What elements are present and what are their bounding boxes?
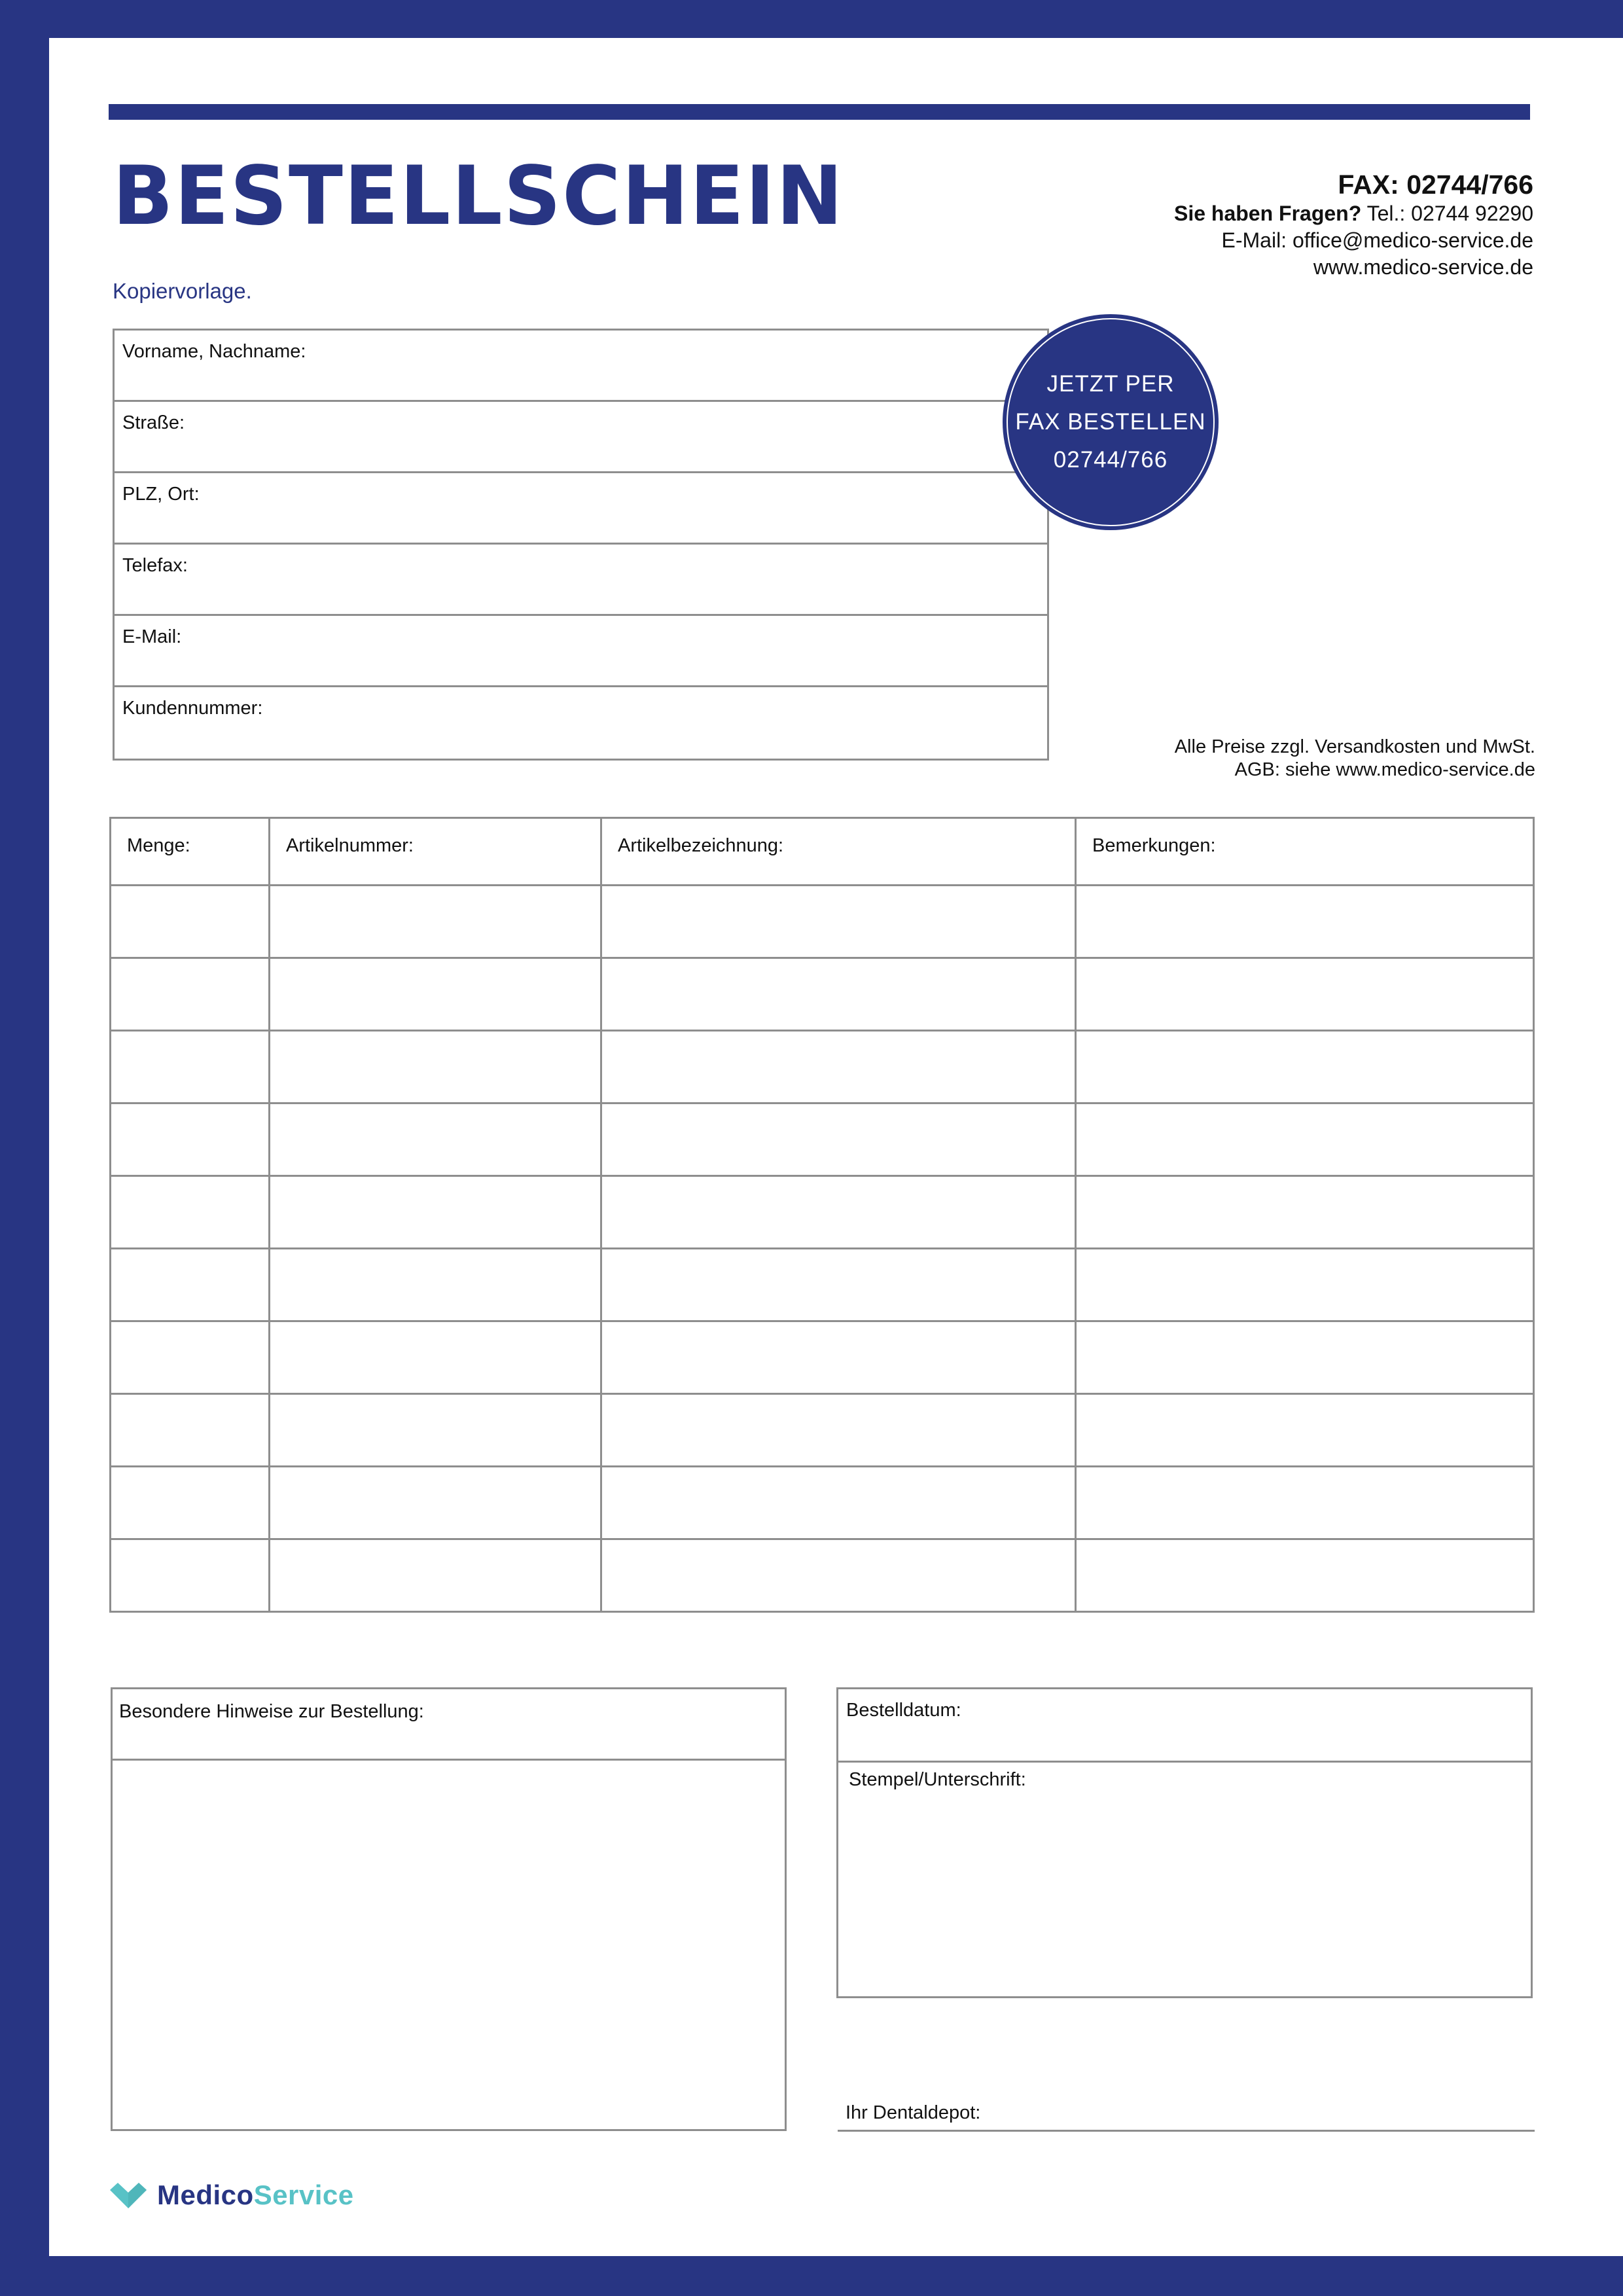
column-header-remarks [1076, 818, 1534, 886]
contact-phone-line [1174, 200, 1533, 227]
column-header-article-name [601, 818, 1076, 886]
cell-remarks[interactable] [1076, 1467, 1534, 1539]
header-rule [109, 104, 1530, 120]
order-table-header [111, 818, 1534, 886]
signature-label: Stempel/Unterschrift: [849, 1769, 1026, 1790]
table-row [111, 1539, 1534, 1612]
cell-remarks[interactable] [1076, 1249, 1534, 1321]
cell-remarks[interactable] [1076, 1103, 1534, 1176]
column-label: Artikelnummer: [286, 835, 414, 856]
fax-order-badge [1003, 314, 1219, 530]
cell-quantity[interactable] [111, 1176, 270, 1249]
cell-article-number[interactable] [270, 1321, 601, 1394]
cell-quantity[interactable] [111, 886, 270, 958]
cell-article-name[interactable] [601, 1539, 1076, 1612]
field-label: Vorname, Nachname: [122, 341, 306, 362]
column-label: Menge: [127, 835, 190, 856]
cell-article-number[interactable] [270, 958, 601, 1031]
table-row [111, 958, 1534, 1031]
badge-line-2: FAX BESTELLEN [1015, 409, 1206, 435]
price-note-line-1: Alle Preise zzgl. Versandkosten und MwSt. [1174, 736, 1535, 757]
cell-remarks[interactable] [1076, 1394, 1534, 1467]
cell-quantity[interactable] [111, 1031, 270, 1103]
order-date-label: Bestelldatum: [846, 1700, 961, 1721]
customer-field-customer-number[interactable] [115, 687, 1047, 759]
column-header-article-number [270, 818, 601, 886]
badge-line-1: JETZT PER [1046, 371, 1175, 397]
cell-article-number[interactable] [270, 1031, 601, 1103]
cell-article-name[interactable] [601, 1103, 1076, 1176]
order-table [109, 817, 1535, 1613]
page-title: BESTELLSCHEIN [113, 149, 844, 243]
customer-field-name[interactable] [115, 331, 1047, 402]
cell-article-name[interactable] [601, 886, 1076, 958]
field-label: Straße: [122, 412, 185, 433]
table-row [111, 1467, 1534, 1539]
cell-article-number[interactable] [270, 1467, 601, 1539]
cell-article-name[interactable] [601, 958, 1076, 1031]
table-row [111, 1176, 1534, 1249]
column-header-quantity [111, 818, 270, 886]
cell-article-name[interactable] [601, 1467, 1076, 1539]
cell-remarks[interactable] [1076, 886, 1534, 958]
field-label: E-Mail: [122, 626, 182, 647]
dental-depot-label: Ihr Dentaldepot: [846, 2102, 981, 2123]
cell-article-number[interactable] [270, 1249, 601, 1321]
cell-article-number[interactable] [270, 1103, 601, 1176]
page-subtitle: Kopiervorlage. [113, 279, 252, 303]
price-note-line-2: AGB: siehe www.medico-service.de [1234, 759, 1535, 780]
frame-bottom-bar [0, 2256, 1623, 2296]
column-label: Artikelbezeichnung: [618, 835, 784, 856]
heart-icon [110, 2181, 147, 2210]
company-logo [110, 2179, 354, 2211]
dental-depot-line[interactable] [838, 2130, 1535, 2132]
field-label: Telefax: [122, 555, 188, 576]
cell-remarks[interactable] [1076, 1176, 1534, 1249]
order-notes-header [113, 1689, 785, 1761]
table-row [111, 1031, 1534, 1103]
customer-field-telefax[interactable] [115, 545, 1047, 616]
table-row [111, 1103, 1534, 1176]
frame-left-bar [0, 0, 49, 2296]
table-row [111, 1394, 1534, 1467]
cell-quantity[interactable] [111, 958, 270, 1031]
table-row [111, 1249, 1534, 1321]
contact-block [1174, 169, 1533, 281]
field-label: PLZ, Ort: [122, 484, 200, 505]
customer-field-zip-city[interactable] [115, 473, 1047, 545]
customer-field-email[interactable] [115, 616, 1047, 687]
logo-part-medico: Medico [157, 2179, 254, 2210]
badge-line-3: 02744/766 [1053, 447, 1168, 473]
cell-article-name[interactable] [601, 1249, 1076, 1321]
cell-article-name[interactable] [601, 1394, 1076, 1467]
cell-article-number[interactable] [270, 1394, 601, 1467]
cell-article-name[interactable] [601, 1176, 1076, 1249]
cell-article-number[interactable] [270, 886, 601, 958]
cell-remarks[interactable] [1076, 1539, 1534, 1612]
contact-question: Sie haben Fragen? [1173, 202, 1362, 225]
cell-quantity[interactable] [111, 1249, 270, 1321]
field-label: Kundennummer: [122, 698, 263, 719]
cell-article-number[interactable] [270, 1539, 601, 1612]
cell-quantity[interactable] [111, 1103, 270, 1176]
customer-details-form [113, 329, 1049, 761]
cell-quantity[interactable] [111, 1539, 270, 1612]
cell-quantity[interactable] [111, 1467, 270, 1539]
contact-fax: FAX: 02744/766 [1338, 170, 1533, 200]
cell-remarks[interactable] [1076, 1321, 1534, 1394]
order-notes-box [111, 1687, 787, 2131]
date-signature-box [836, 1687, 1533, 1998]
table-row [111, 1321, 1534, 1394]
cell-remarks[interactable] [1076, 958, 1534, 1031]
signature-field[interactable] [838, 1763, 1531, 1996]
cell-article-name[interactable] [601, 1031, 1076, 1103]
contact-phone: Tel.: 02744 92290 [1366, 202, 1533, 225]
customer-field-street[interactable] [115, 402, 1047, 473]
cell-article-name[interactable] [601, 1321, 1076, 1394]
cell-quantity[interactable] [111, 1394, 270, 1467]
table-row [111, 886, 1534, 958]
order-date-field[interactable] [838, 1689, 1531, 1763]
order-notes-label: Besondere Hinweise zur Bestellung: [119, 1701, 424, 1722]
price-note [1175, 736, 1535, 781]
contact-website: www.medico-service.de [1313, 255, 1533, 279]
order-notes-input[interactable] [113, 1761, 785, 2127]
column-label: Bemerkungen: [1092, 835, 1216, 856]
logo-part-service: Service [253, 2179, 354, 2210]
logo-wordmark [157, 2179, 354, 2211]
frame-top-bar [0, 0, 1623, 38]
cell-remarks[interactable] [1076, 1031, 1534, 1103]
contact-email: E-Mail: office@medico-service.de [1221, 228, 1533, 252]
cell-article-number[interactable] [270, 1176, 601, 1249]
cell-quantity[interactable] [111, 1321, 270, 1394]
